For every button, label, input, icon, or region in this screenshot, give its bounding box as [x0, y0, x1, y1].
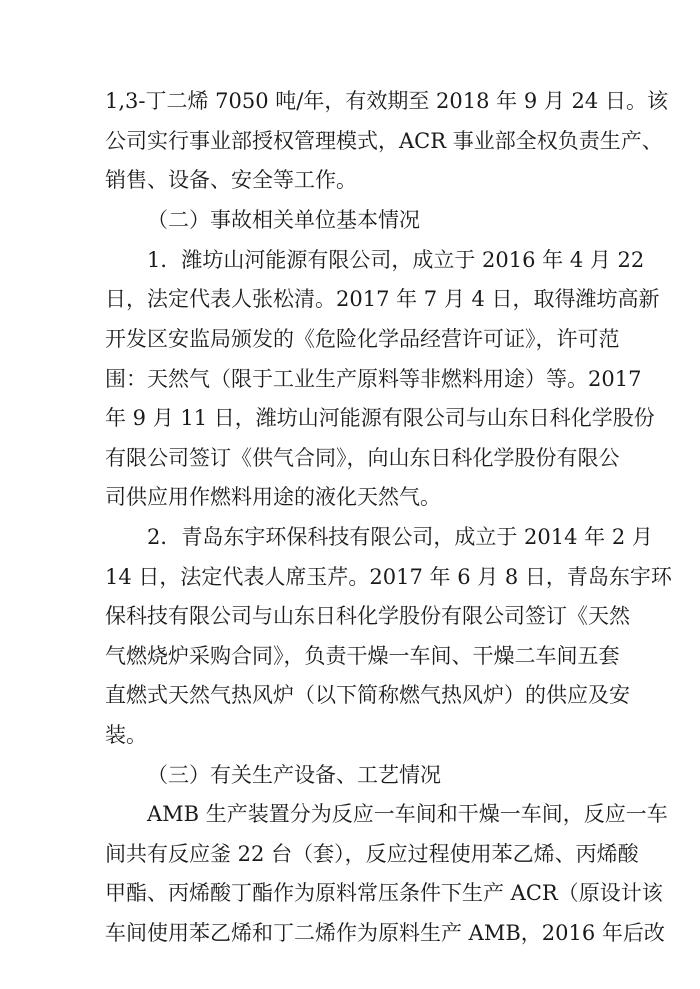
body-text-line: 年 9 月 11 日，潍坊山河能源有限公司与山东日科化学股份 — [105, 406, 655, 430]
body-text-line: 甲酯、丙烯酸丁酯作为原料常压条件下生产 ACR（原设计该 — [105, 881, 663, 905]
body-text-line: 有限公司签订《供气合同》，向山东日科化学股份有限公 — [105, 446, 620, 470]
body-text-line: AMB 生产装置分为反应一车间和干燥一车间，反应一车 — [147, 802, 668, 826]
section-heading-3: （三）有关生产设备、工艺情况 — [147, 763, 441, 787]
body-text-line: 1,3-丁二烯 7050 吨/年，有效期至 2018 年 9 月 24 日。该 — [105, 89, 668, 113]
body-text-line: 车间使用苯乙烯和丁二烯作为原料生产 AMB，2016 年后改 — [105, 921, 665, 945]
body-text-line: 司供应用作燃料用途的液化天然气。 — [105, 485, 441, 509]
body-text-line: 装。 — [105, 723, 147, 747]
body-text-line: 围：天然气（限于工业生产原料等非燃料用途）等。2017 — [105, 367, 642, 391]
body-text-line: 2．青岛东宇环保科技有限公司，成立于 2014 年 2 月 — [147, 525, 653, 549]
body-text-line: 公司实行事业部授权管理模式，ACR 事业部全权负责生产、 — [105, 129, 663, 153]
body-text-line: 1．潍坊山河能源有限公司，成立于 2016 年 4 月 22 — [147, 248, 645, 272]
body-text-line: 开发区安监局颁发的《危险化学品经营许可证》，许可范 — [105, 327, 620, 351]
body-text-line: 气燃烧炉采购合同》，负责干燥一车间、干燥二车间五套 — [105, 644, 620, 668]
body-text-line: 保科技有限公司与山东日科化学股份有限公司签订《天然 — [105, 604, 630, 628]
body-text-line: 直燃式天然气热风炉（以下简称燃气热风炉）的供应及安 — [105, 683, 630, 707]
section-heading-2: （二）事故相关单位基本情况 — [147, 208, 420, 232]
body-text-line: 14 日，法定代表人席玉芹。2017 年 6 月 8 日，青岛东宇环 — [105, 565, 672, 589]
body-text-line: 间共有反应釜 22 台（套），反应过程使用苯乙烯、丙烯酸 — [105, 842, 639, 866]
body-text-line: 销售、设备、安全等工作。 — [105, 168, 357, 192]
body-text-line: 日，法定代表人张松清。2017 年 7 月 4 日，取得潍坊高新 — [105, 287, 660, 311]
